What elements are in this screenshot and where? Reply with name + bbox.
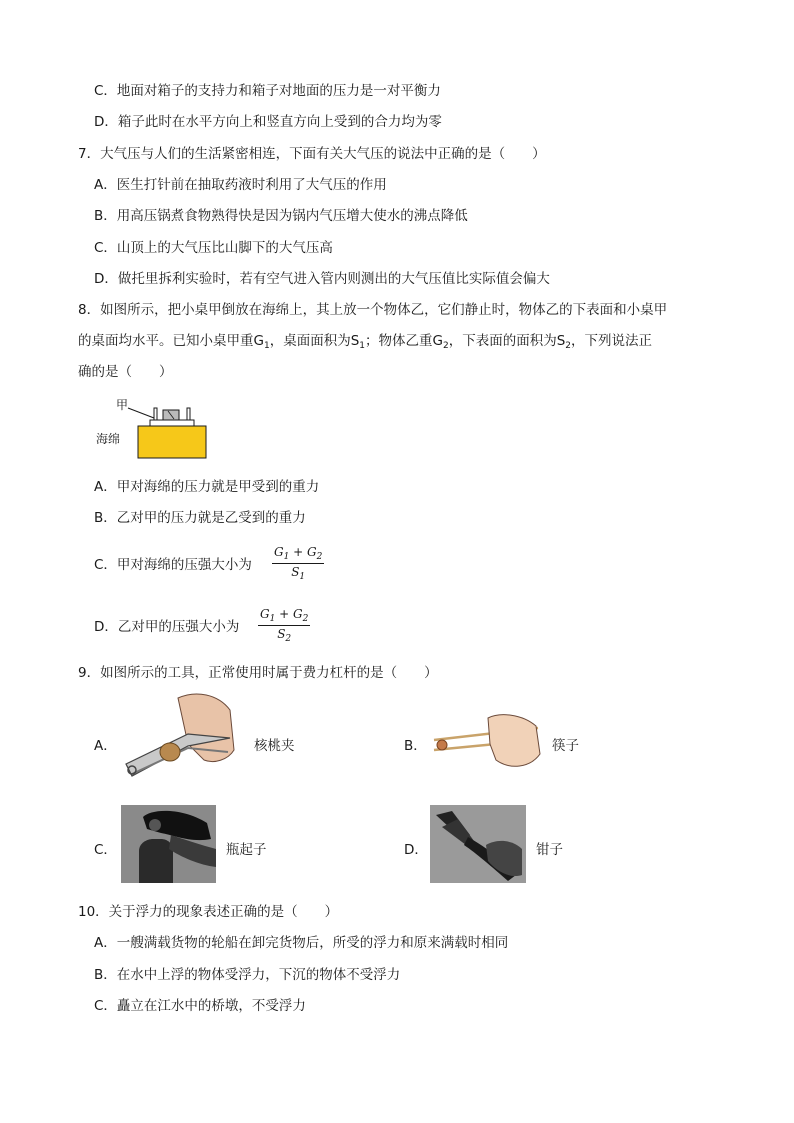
q8-figure: [96, 398, 216, 460]
q10-option-b: B．在水中上浮的物体受浮力，下沉的物体不受浮力: [94, 967, 401, 983]
q9-image-walnut-cracker: [118, 690, 240, 784]
q8-option-a: A．甲对海绵的压力就是甲受到的重力: [94, 479, 320, 495]
q7-option-b: B．用高压锅煮食物熟得快是因为锅内气压增大使水的沸点降低: [94, 208, 468, 224]
q6-option-d: D．箱子此时在水平方向上和竖直方向上受到的合力均为零: [94, 114, 442, 130]
q8-stem-line3: 确的是（ ）: [78, 364, 173, 380]
q7-option-d: D．做托里拆利实验时，若有空气进入管内则测出的大气压值比实际值会偏大: [94, 271, 550, 287]
q9-option-c-letter: C．: [94, 842, 117, 858]
q9-option-b-name: 筷子: [552, 738, 579, 754]
q8-option-c: C．甲对海绵的压强大小为: [94, 557, 252, 573]
q9-image-bottle-opener: [121, 805, 216, 883]
q9-image-chopsticks: [430, 710, 544, 772]
q9-option-d-name: 钳子: [536, 842, 563, 858]
q9-option-b-letter: B．: [404, 738, 427, 754]
q10-option-c: C．矗立在江水中的桥墩，不受浮力: [94, 998, 306, 1014]
q8-stem-line1: 8．如图所示，把小桌甲倒放在海绵上，其上放一个物体乙，它们静止时，物体乙的下表面和小桌甲: [78, 302, 668, 318]
sponge-block: [138, 426, 206, 458]
q9-stem: 9．如图所示的工具，正常使用时属于费力杠杆的是（ ）: [78, 665, 438, 681]
figure-label-sponge: 海绵: [96, 432, 121, 446]
q8-option-c-formula: $G_1 + G_2$ $S_1$: [274, 545, 323, 582]
q7-option-c: C．山顶上的大气压比山脚下的大气压高: [94, 240, 333, 256]
q9-option-d-letter: D．: [404, 842, 428, 858]
q8-option-d-formula: $G_1 + G_2$ $S_2$: [260, 607, 309, 644]
table-top: [150, 420, 194, 426]
figure-label-jia: 甲: [116, 398, 129, 412]
label-pointer: [128, 408, 154, 418]
sponge-table-diagram: [96, 398, 216, 460]
table-leg-right: [187, 408, 190, 420]
q8-stem-line2: 的桌面均水平。已知小桌甲重$G_1$，桌面面积为$S_1$；物体乙重$G_2$，下表面的面积为$S_2$，下列说法正: [78, 333, 653, 351]
q9-option-a-name: 核桃夹: [254, 738, 295, 754]
q10-stem: 10．关于浮力的现象表述正确的是（ ）: [78, 904, 339, 920]
q9-option-c-name: 瓶起子: [226, 842, 267, 858]
table-leg-left: [154, 408, 157, 420]
q9-option-a-letter: A．: [94, 738, 117, 754]
q7-stem: 7．大气压与人们的生活紧密相连，下面有关大气压的说法中正确的是（ ）: [78, 146, 546, 162]
q8-option-d: D．乙对甲的压强大小为: [94, 619, 240, 635]
q10-option-a: A．一艘满载货物的轮船在卸完货物后，所受的浮力和原来满载时相同: [94, 935, 509, 951]
q8-option-b: B．乙对甲的压力就是乙受到的重力: [94, 510, 306, 526]
q9-image-pliers: [430, 805, 526, 883]
q7-option-a: A．医生打针前在抽取药液时利用了大气压的作用: [94, 177, 387, 193]
q6-option-c: C．地面对箱子的支持力和箱子对地面的压力是一对平衡力: [94, 83, 441, 99]
